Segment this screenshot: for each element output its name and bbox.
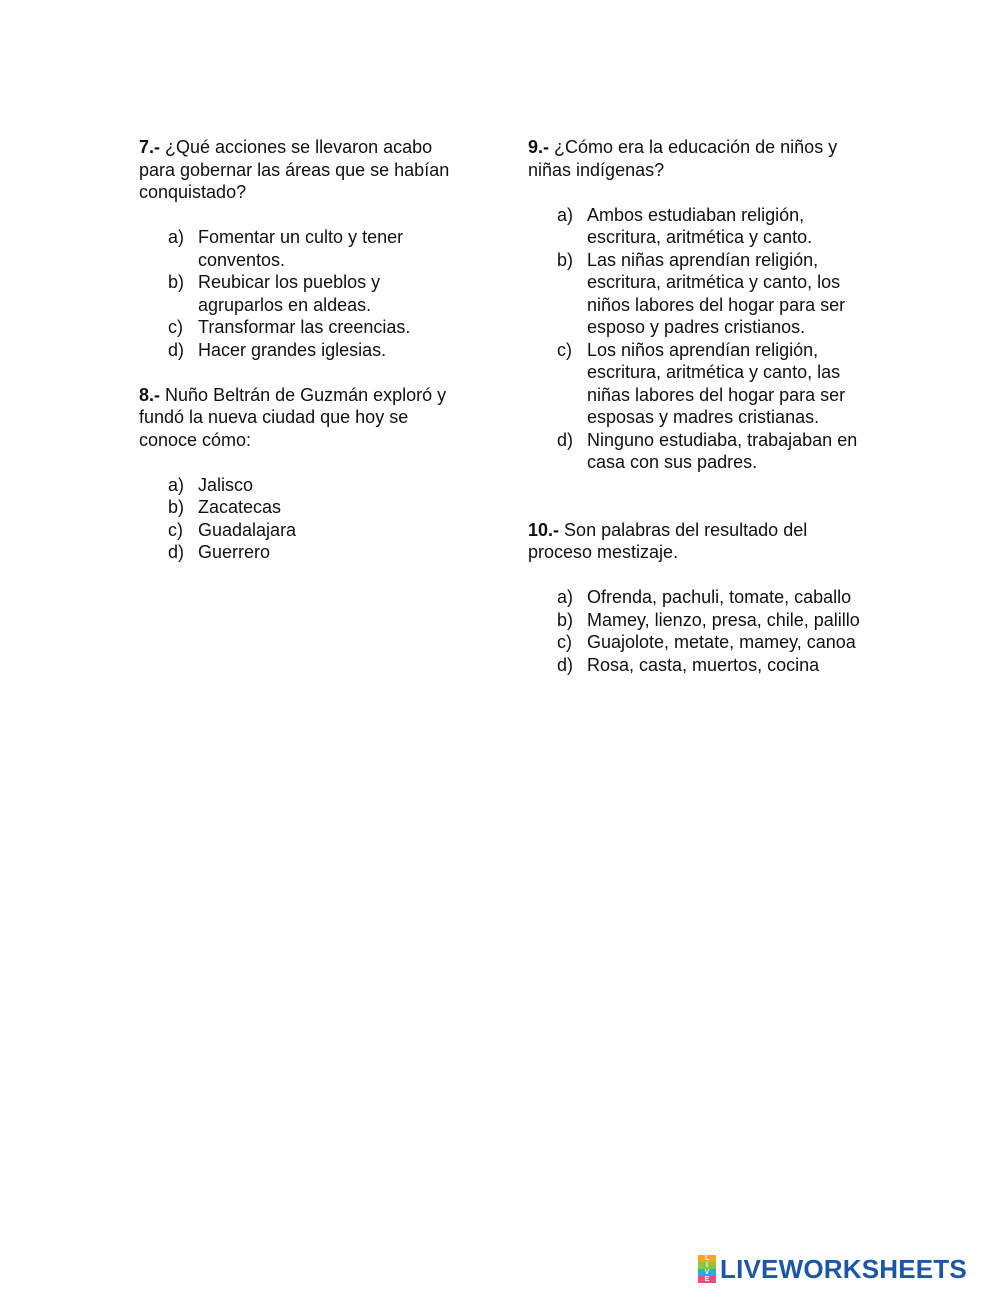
option-d[interactable] — [139, 541, 469, 564]
option-letter: b) — [557, 609, 574, 630]
question-text: ¿Qué acciones se llevaron acabo para gobernar las áreas que se habían conquistado? — [139, 137, 450, 202]
question-7-options — [139, 226, 469, 361]
option-letter: c) — [168, 519, 183, 540]
option-text: Fomentar un culto y tener conventos. — [198, 227, 404, 270]
liveworksheets-logo[interactable] — [698, 1254, 967, 1284]
liveworksheets-logo-icon — [698, 1255, 716, 1283]
option-d[interactable] — [528, 429, 868, 474]
option-d[interactable] — [139, 339, 469, 362]
logo-letter-l: L — [698, 1255, 716, 1262]
option-text: Ambos estudiaban religión, escritura, aritmética y canto. — [587, 204, 813, 247]
option-text: Mamey, lienzo, presa, chile, palillo — [587, 609, 860, 630]
option-letter: c) — [557, 339, 572, 360]
option-c[interactable] — [139, 519, 469, 542]
option-letter: d) — [557, 429, 574, 450]
option-letter: c) — [557, 632, 572, 652]
question-7-prompt — [139, 136, 469, 204]
question-10-options — [528, 586, 868, 676]
option-a[interactable] — [528, 204, 868, 249]
option-a[interactable] — [139, 474, 469, 497]
question-number: 8.- — [139, 384, 161, 405]
question-number: 7.- — [139, 137, 161, 157]
option-a[interactable] — [139, 226, 469, 271]
question-8 — [139, 384, 469, 564]
option-text: Los niños aprendían religión, escritura, aritmética y canto, las niñas labores del hogar para ser esposas y madres cristianas. — [587, 339, 846, 427]
question-7 — [139, 136, 469, 361]
option-text: Reubicar los pueblos y agruparlos en aldeas. — [198, 272, 381, 315]
option-b[interactable] — [139, 271, 469, 316]
option-c[interactable] — [139, 316, 469, 339]
question-text: ¿Cómo era la educación de niños y niñas indígenas? — [528, 137, 838, 180]
option-letter: b) — [557, 249, 574, 270]
option-letter: a) — [557, 204, 574, 225]
option-c[interactable] — [528, 631, 868, 654]
option-text: Guerrero — [198, 542, 271, 562]
question-text: Nuño Beltrán de Guzmán exploró y fundó la nueva ciudad que hoy se conoce cómo: — [139, 384, 447, 450]
option-text: Ofrenda, pachuli, tomate, caballo — [587, 587, 852, 607]
option-text: Ninguno estudiaba, trabajaban en casa con sus padres. — [587, 429, 858, 472]
option-text: Las niñas aprendían religión, escritura, aritmética y canto, los niños labores del hogar para ser esposo y padres cristianos. — [587, 249, 846, 337]
option-letter: d) — [168, 339, 185, 360]
option-a[interactable] — [528, 586, 868, 609]
logo-letter-e: E — [698, 1276, 716, 1283]
question-8-prompt — [139, 384, 469, 452]
question-9 — [528, 136, 868, 474]
question-8-options — [139, 474, 469, 564]
option-letter: c) — [168, 317, 183, 337]
question-9-prompt — [528, 136, 868, 181]
option-d[interactable] — [528, 654, 868, 677]
option-letter: d) — [557, 654, 574, 675]
option-b[interactable] — [139, 496, 469, 519]
question-10 — [528, 519, 868, 677]
logo-letter-v: V — [698, 1269, 716, 1276]
option-b[interactable] — [528, 609, 868, 632]
liveworksheets-logo-text: LIVEWORKSHEETS — [720, 1253, 967, 1284]
option-text: Guajolote, metate, mamey, canoa — [587, 632, 856, 652]
option-letter: b) — [168, 497, 185, 517]
option-text: Jalisco — [198, 474, 254, 495]
option-letter: d) — [168, 542, 185, 562]
question-9-options — [528, 204, 868, 474]
logo-letter-i: I — [698, 1262, 716, 1269]
question-number: 10.- — [528, 519, 560, 540]
option-text: Guadalajara — [198, 519, 297, 540]
option-letter: a) — [557, 587, 574, 607]
option-text: Transformar las creencias. — [198, 317, 411, 337]
option-text: Hacer grandes iglesias. — [198, 339, 387, 360]
question-10-prompt — [528, 519, 868, 564]
right-column — [528, 136, 868, 676]
question-number: 9.- — [528, 137, 550, 157]
option-letter: a) — [168, 474, 185, 495]
option-letter: b) — [168, 272, 185, 292]
option-text: Zacatecas — [198, 497, 282, 517]
option-text: Rosa, casta, muertos, cocina — [587, 654, 820, 675]
question-text: Son palabras del resultado del proceso mestizaje. — [528, 519, 808, 562]
option-b[interactable] — [528, 249, 868, 339]
option-c[interactable] — [528, 339, 868, 429]
left-column — [139, 136, 469, 564]
option-letter: a) — [168, 227, 185, 247]
